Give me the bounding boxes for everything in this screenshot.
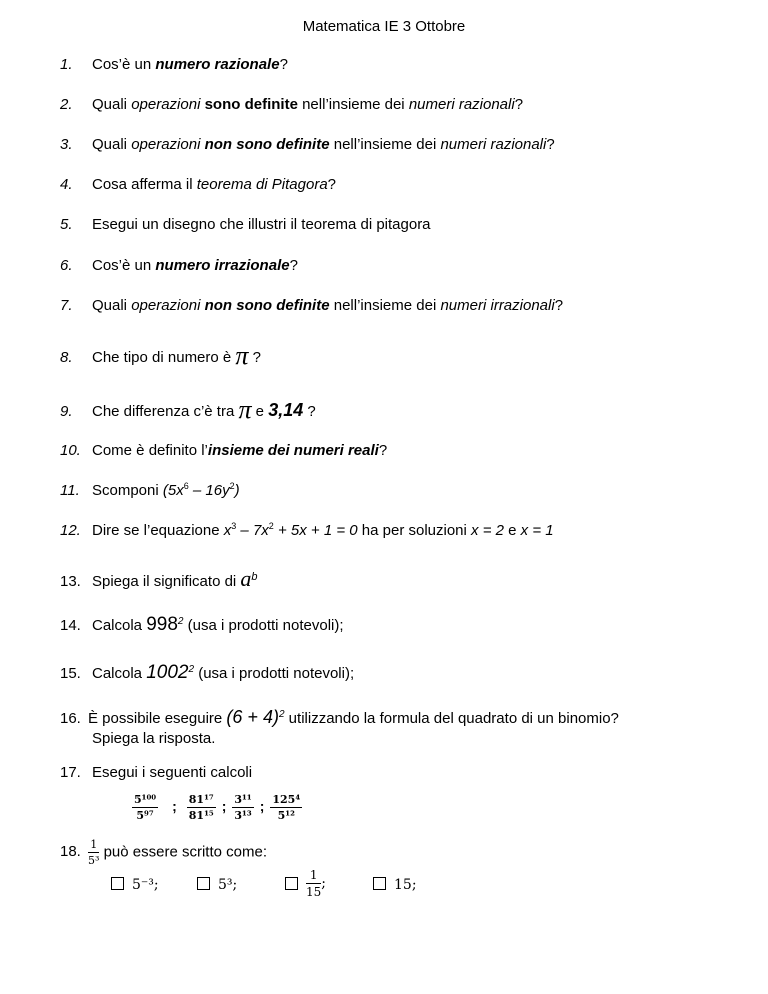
- question-6: [60, 257, 298, 274]
- question-1: [60, 56, 288, 73]
- question-text: ?: [248, 349, 261, 366]
- option-label: 5⁻³;: [132, 877, 159, 893]
- question-text: Calcola: [92, 665, 147, 682]
- numerator: 1: [306, 868, 321, 884]
- question-13: [60, 566, 258, 592]
- question-text: Come è definito l’: [92, 442, 208, 459]
- question-10: [60, 442, 387, 459]
- question-number: 4.: [60, 176, 73, 193]
- question-number: 13.: [60, 573, 81, 590]
- option-label: 15;: [394, 877, 417, 893]
- question-number: 17.: [60, 764, 81, 781]
- question-italic: operazioni: [131, 96, 201, 113]
- checkbox-icon[interactable]: [373, 877, 386, 890]
- question-italic: operazioni: [131, 297, 201, 314]
- numerator: 81¹⁷: [188, 793, 214, 806]
- question-emphasis: numero razionale: [155, 56, 280, 73]
- question-number: 12.: [60, 522, 81, 539]
- question-text: Che differenza c’è tra: [92, 403, 239, 420]
- checkbox-icon[interactable]: [285, 877, 298, 890]
- question-text: ?: [303, 403, 316, 420]
- expression: x = 1: [520, 522, 554, 539]
- calculation-fractions: [132, 793, 302, 822]
- question-number: 6.: [60, 257, 73, 274]
- question-text: nell’insieme dei: [329, 136, 441, 153]
- answer-option-2[interactable]: [197, 877, 237, 893]
- question-3: [60, 136, 555, 153]
- question-text: ?: [289, 257, 298, 274]
- question-text: Esegui i seguenti calcoli: [92, 764, 253, 781]
- question-15: [60, 662, 354, 684]
- question-number: 18.: [60, 843, 81, 861]
- question-text: e: [503, 522, 521, 539]
- question-number: 7.: [60, 297, 73, 314]
- denominator: 3¹³: [234, 809, 252, 822]
- expression: – 7x: [236, 522, 269, 539]
- question-16-continued: Spiega la risposta.: [92, 730, 216, 747]
- question-2: [60, 96, 523, 113]
- checkbox-icon[interactable]: [197, 877, 210, 890]
- question-18: [60, 838, 267, 867]
- question-11: [60, 482, 240, 499]
- option-label: ;: [321, 875, 326, 892]
- numerator: 5¹⁰⁰: [134, 793, 157, 806]
- denominator: 5³: [88, 854, 100, 867]
- question-text: Cos’è un: [92, 257, 156, 274]
- question-4: [60, 176, 336, 193]
- question-number: 3.: [60, 136, 73, 153]
- expression: + 5x + 1 = 0: [273, 522, 358, 539]
- question-italic: numeri irrazionali: [440, 297, 555, 314]
- question-text: Cos’è un: [92, 56, 156, 73]
- power-exponent: 2: [188, 664, 195, 675]
- question-text: Quali: [92, 96, 132, 113]
- question-text: ha per soluzioni: [357, 522, 472, 539]
- question-text: Scomponi: [92, 482, 163, 499]
- denominator: 5¹²: [277, 809, 295, 822]
- question-number: 8.: [60, 349, 73, 366]
- question-number: 5.: [60, 216, 73, 233]
- question-text: ?: [554, 297, 564, 314]
- question-text: ?: [327, 176, 337, 193]
- question-fraction: [88, 838, 99, 867]
- question-text: Spiega il significato di: [92, 573, 241, 590]
- separator: ;: [172, 798, 177, 815]
- expression: x: [223, 522, 232, 539]
- question-number: 11.: [60, 482, 80, 499]
- separator: ;: [259, 798, 265, 815]
- exponent: 2: [229, 481, 235, 491]
- question-text: Calcola: [92, 617, 147, 634]
- question-number: 10.: [60, 442, 81, 459]
- expression: – 16y: [188, 482, 230, 499]
- question-text: ?: [514, 96, 524, 113]
- question-9: [60, 395, 316, 424]
- question-text: È possibile eseguire: [88, 710, 227, 727]
- exponent: 2: [278, 709, 285, 720]
- question-italic: operazioni: [131, 136, 201, 153]
- question-text: ?: [546, 136, 555, 153]
- denominator: 81¹⁵: [188, 809, 214, 822]
- fraction-2: [187, 793, 216, 822]
- question-italic: teorema di Pitagora: [196, 176, 328, 193]
- question-emphasis: non sono definite: [204, 136, 330, 153]
- question-text: ?: [378, 442, 388, 459]
- power-exponent: b: [251, 571, 258, 583]
- question-text: nell’insieme dei: [329, 297, 441, 314]
- question-number: 15.: [60, 665, 81, 682]
- question-emphasis: numero irrazionale: [155, 257, 290, 274]
- numerator: 3¹¹: [234, 793, 252, 806]
- question-14: [60, 614, 344, 636]
- option-label: 5³;: [218, 877, 238, 893]
- question-italic: numeri razionali: [408, 96, 515, 113]
- question-text: Esegui un disegno che illustri il teorema di pitagora: [92, 216, 431, 233]
- exponent: 3: [231, 521, 237, 531]
- question-number: 16.: [60, 710, 81, 727]
- power-base: 1002: [146, 662, 189, 683]
- question-emphasis: insieme dei numeri reali: [207, 442, 379, 459]
- question-number: 9.: [60, 403, 73, 420]
- power-base: 998: [146, 614, 178, 635]
- exponent: 6: [183, 481, 189, 491]
- fraction-3: [232, 793, 253, 822]
- pi-symbol: π: [235, 341, 249, 370]
- expression: (5x: [162, 482, 184, 499]
- separator: ;: [221, 798, 227, 815]
- power-exponent: 2: [177, 616, 184, 627]
- numerator: 125⁴: [272, 793, 301, 806]
- question-text: può essere scritto come:: [99, 843, 267, 861]
- question-7: [60, 297, 563, 314]
- question-number: 2.: [60, 96, 73, 113]
- fraction-1: [132, 793, 158, 822]
- question-text: Che tipo di numero è: [92, 349, 236, 366]
- expression: x = 2: [471, 522, 504, 539]
- question-emphasis: sono definite: [204, 96, 298, 113]
- question-number: 1.: [60, 56, 73, 73]
- question-text: (usa i prodotti notevoli);: [194, 665, 355, 682]
- question-text: ?: [279, 56, 288, 73]
- answer-option-1[interactable]: [111, 877, 159, 893]
- question-text: Dire se l’equazione: [92, 522, 224, 539]
- question-8: [60, 341, 261, 370]
- question-emphasis: 3,14: [268, 400, 304, 420]
- fraction-4: [270, 793, 302, 822]
- expression: (6 + 4): [226, 707, 279, 727]
- checkbox-icon[interactable]: [111, 877, 124, 890]
- question-emphasis: non sono definite: [204, 297, 330, 314]
- question-12: [60, 522, 554, 539]
- question-text: Quali: [92, 297, 132, 314]
- question-text: Quali: [92, 136, 132, 153]
- answer-option-4[interactable]: [373, 877, 417, 893]
- pi-symbol: π: [238, 395, 252, 424]
- option-fraction: [306, 868, 321, 899]
- denominator: 5⁹⁷: [136, 809, 154, 822]
- question-16: [60, 707, 619, 728]
- question-5: [60, 216, 431, 233]
- question-italic: numeri razionali: [440, 136, 547, 153]
- denominator: 15: [306, 885, 322, 899]
- page-title: Matematica IE 3 Ottobre: [302, 18, 466, 35]
- numerator: 1: [88, 838, 99, 853]
- power-base: a: [240, 566, 252, 591]
- exponent: 2: [268, 521, 274, 531]
- question-text: nell’insieme dei: [297, 96, 409, 113]
- answer-option-3[interactable]: [285, 868, 326, 899]
- question-text: e: [251, 403, 269, 420]
- question-number: 14.: [60, 617, 81, 634]
- question-text: (usa i prodotti notevoli);: [183, 617, 344, 634]
- question-text: utilizzando la formula del quadrato di un binomio?: [284, 710, 619, 727]
- question-17: [60, 764, 252, 781]
- expression: ): [234, 482, 240, 499]
- question-text: Cosa afferma il: [92, 176, 197, 193]
